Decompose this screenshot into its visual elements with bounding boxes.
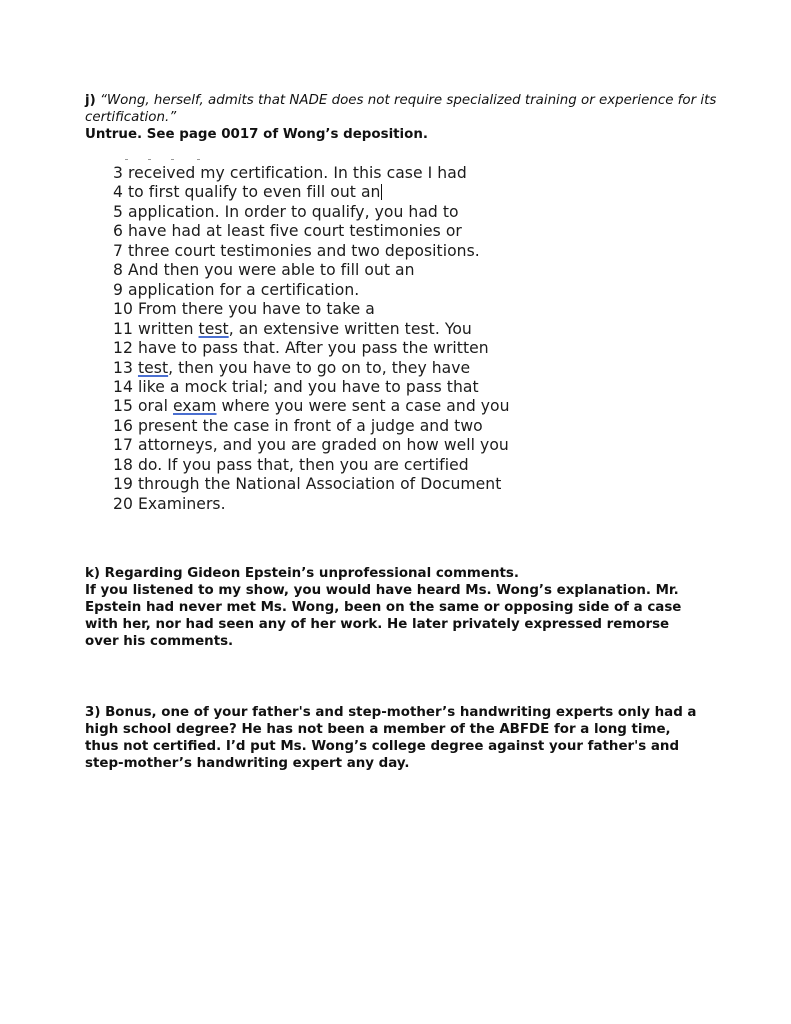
section-k	[85, 565, 725, 650]
deposition-line: 6 have had at least five court testimonies or	[113, 222, 462, 241]
deposition-excerpt	[113, 156, 510, 514]
deposition-line: 19 through the National Association of Document	[113, 475, 502, 494]
deposition-line: 12 have to pass that. After you pass the written	[113, 339, 489, 358]
cropped-line-remnant	[113, 156, 510, 164]
rebuttal-text: Untrue. See page 0017 of Wong’s deposition.	[85, 127, 428, 142]
section-3	[85, 704, 725, 772]
deposition-line: 15 oral exam where you were sent a case and you	[113, 397, 510, 416]
spellcheck-flag: exam	[173, 397, 217, 416]
deposition-line: 13 test, then you have to go on to, they have	[113, 358, 471, 377]
deposition-line: 7 three court testimonies and two depositions.	[113, 241, 480, 260]
spellcheck-flag: test	[137, 358, 169, 377]
quote-text: “Wong, herself, admits that NADE does not require specialized training or experience for its certification.”	[85, 93, 717, 125]
deposition-line: 17 attorneys, and you are graded on how well you	[113, 436, 509, 455]
spellcheck-flag: test	[198, 319, 229, 338]
deposition-line: 11 written test, an extensive written test. You	[113, 319, 472, 338]
text-cursor	[381, 184, 382, 200]
deposition-line: 4 to first qualify to even fill out an	[113, 183, 381, 202]
deposition-line: 5 application. In order to qualify, you had to	[113, 202, 459, 221]
section-body: If you listened to my show, you would have heard Ms. Wong’s explanation. Mr. Epstein had never met Ms. Wong, been on the same or opposing side of a case with her, nor had seen any of her work. He later privately expressed remorse over his comments.	[85, 583, 682, 649]
section-body: 3) Bonus, one of your father's and step-mother’s handwriting experts only had a high school degree? He has not been a member of the ABFDE for a long time, thus not certified. I’d put Ms. Wong’s college degree against your father's and step-mother’s handwriting expert any day.	[85, 705, 697, 771]
deposition-line: 8 And then you were able to fill out an	[113, 261, 415, 280]
deposition-line: 18 do. If you pass that, then you are certified	[113, 455, 469, 474]
deposition-line: 3 received my certification. In this case I had	[113, 164, 467, 182]
deposition-line: 9 application for a certification.	[113, 280, 360, 299]
deposition-line: 14 like a mock trial; and you have to pass that	[113, 377, 479, 396]
deposition-line: 10 From there you have to take a	[113, 300, 375, 319]
section-heading: k) Regarding Gideon Epstein’s unprofessional comments.	[85, 566, 519, 581]
item-label: j)	[85, 93, 96, 108]
deposition-line: 16 present the case in front of a judge and two	[113, 416, 483, 435]
section-j	[85, 92, 725, 143]
deposition-line: 20 Examiners.	[113, 494, 226, 513]
claim-quote	[85, 92, 725, 126]
